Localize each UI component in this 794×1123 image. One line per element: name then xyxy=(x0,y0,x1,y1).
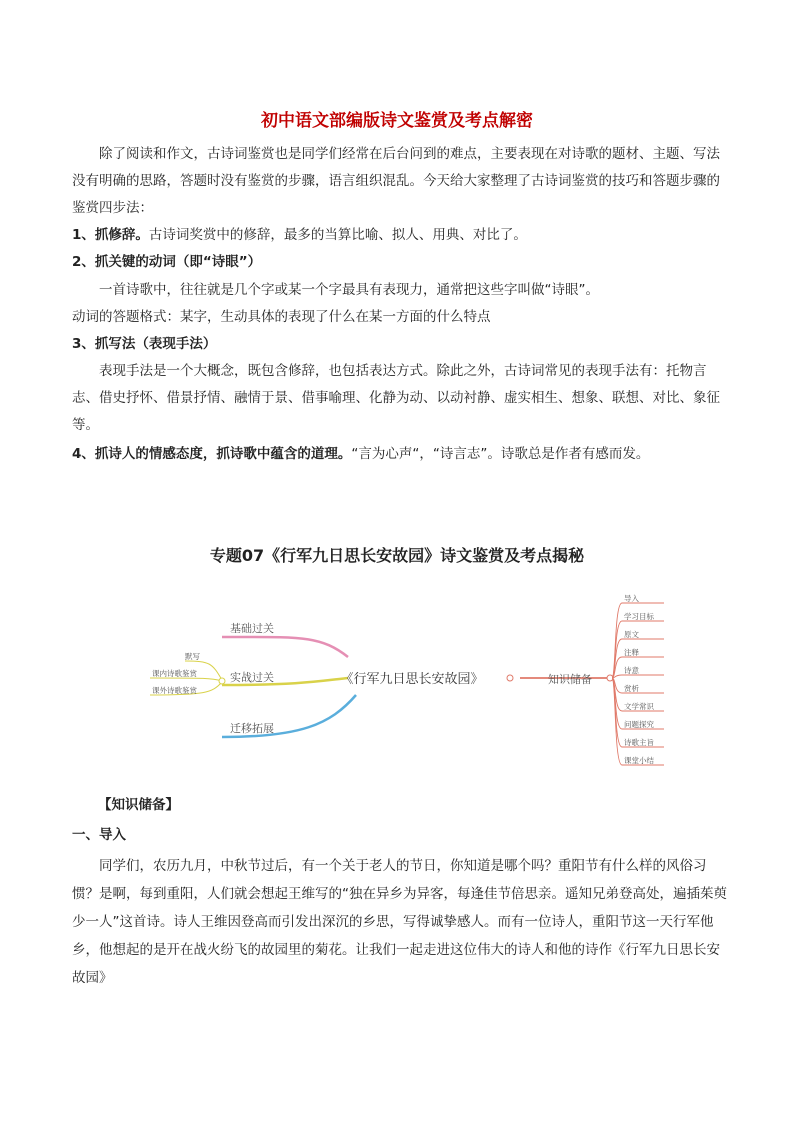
step-3-text: 表现手法是一个大概念，既包含修辞，也包括表达方式。除此之外，古诗词常见的表现手法有：托物言志、借史抒怀、借景抒情、融情于景、借事喻理、化静为动、以动衬静、虚实相生、想象、联想、对比、象征等。 xyxy=(72,363,720,433)
section-label: 【知识储备】 xyxy=(98,797,179,813)
mind-map xyxy=(0,585,794,775)
knowledge-child-3: 注释 xyxy=(624,648,639,657)
step-1-text: 古诗词奖赏中的修辞，最多的当算比喻、拟人、用典、对比了。 xyxy=(148,227,527,243)
step-4-heading: 4、抓诗人的情感态度，抓诗歌中蕴含的道理。 xyxy=(72,446,352,462)
step-2-heading: 2、抓关键的动词（即“诗眼”） xyxy=(72,254,262,270)
topic-title: 专题07《行军九日思长安故园》诗文鉴赏及考点揭秘 xyxy=(209,546,585,565)
branch-practice: 实战过关 xyxy=(230,671,274,684)
knowledge-child-8: 诗歌主旨 xyxy=(624,738,654,747)
subsection-label: 一、导入 xyxy=(72,827,126,843)
step-2-format: 动词的答题格式：某字，生动具体的表现了什么在某一方面的什么特点 xyxy=(72,309,491,325)
knowledge-child-line xyxy=(612,675,664,678)
branch-basic: 基础过关 xyxy=(230,622,274,635)
knowledge-child-2: 原文 xyxy=(624,630,639,639)
branch-knowledge: 知识储备 xyxy=(548,673,592,686)
intro-paragraph: 除了阅读和作文，古诗词鉴赏也是同学们经常在后台问到的难点，主要表现在对诗歌的题材、主题、写法没有明确的思路，答题时没有鉴赏的步骤，语言组织混乱。今天给大家整理了古诗词鉴赏的技巧和答题步骤的鉴赏四步法： xyxy=(72,146,720,216)
knowledge-child-7: 问题探究 xyxy=(624,720,654,729)
knowledge-child-9: 课堂小结 xyxy=(624,756,654,765)
sub-dictation: 默写 xyxy=(185,652,200,661)
step-2-text: 一首诗歌中，往往就是几个字或某一个字最具有表现力，通常把这些字叫做“诗眼”。 xyxy=(99,282,599,298)
knowledge-child-5: 赏析 xyxy=(624,684,639,693)
knowledge-children xyxy=(612,593,664,765)
branch-line-basic xyxy=(222,637,348,657)
mindmap-center: 《行军九日思长安故园》 xyxy=(340,672,484,687)
knowledge-child-0: 导入 xyxy=(624,594,639,603)
step-4 xyxy=(72,441,732,468)
step-1 xyxy=(72,222,732,249)
knowledge-child-1: 学习目标 xyxy=(624,612,654,621)
branch-extension: 迁移拓展 xyxy=(230,722,274,735)
intro-story-paragraph: 同学们，农历九月，中秋节过后，有一个关于老人的节日，你知道是哪个吗？重阳节有什么样的风俗习惯？是啊，每到重阳，人们就会想起王维写的“独在异乡为异客，每逢佳节倍思亲。遥知兄弟登高处，遍插茱萸少一人”这首诗。诗人王维因登高而引发出深沉的乡思，写得诚挚感人。而有一位诗人，重阳节这一天行军他乡，他想起的是开在战火纷飞的故园里的菊花。让我们一起走进这位伟大的诗人和他的诗作《行军九日思长安故园》 xyxy=(72,858,727,986)
step-3-heading: 3、抓写法（表现手法） xyxy=(72,336,217,352)
knowledge-child-4: 诗意 xyxy=(624,666,639,675)
step-1-heading: 1、抓修辞。 xyxy=(72,227,149,243)
sub-in-class-poetry: 课内诗歌鉴赏 xyxy=(152,669,197,678)
step-4-text: “言为心声“，“诗言志”。诗歌总是作者有感而发。 xyxy=(351,446,650,462)
document-title: 初中语文部编版诗文鉴赏及考点解密 xyxy=(261,111,533,131)
sub-extra-poetry: 课外诗歌鉴赏 xyxy=(152,686,197,695)
collapse-dot-center[interactable] xyxy=(507,675,513,681)
knowledge-child-6: 文学常识 xyxy=(624,702,654,711)
sub-line-2 xyxy=(150,678,222,681)
collapse-dot-left[interactable] xyxy=(219,678,225,684)
